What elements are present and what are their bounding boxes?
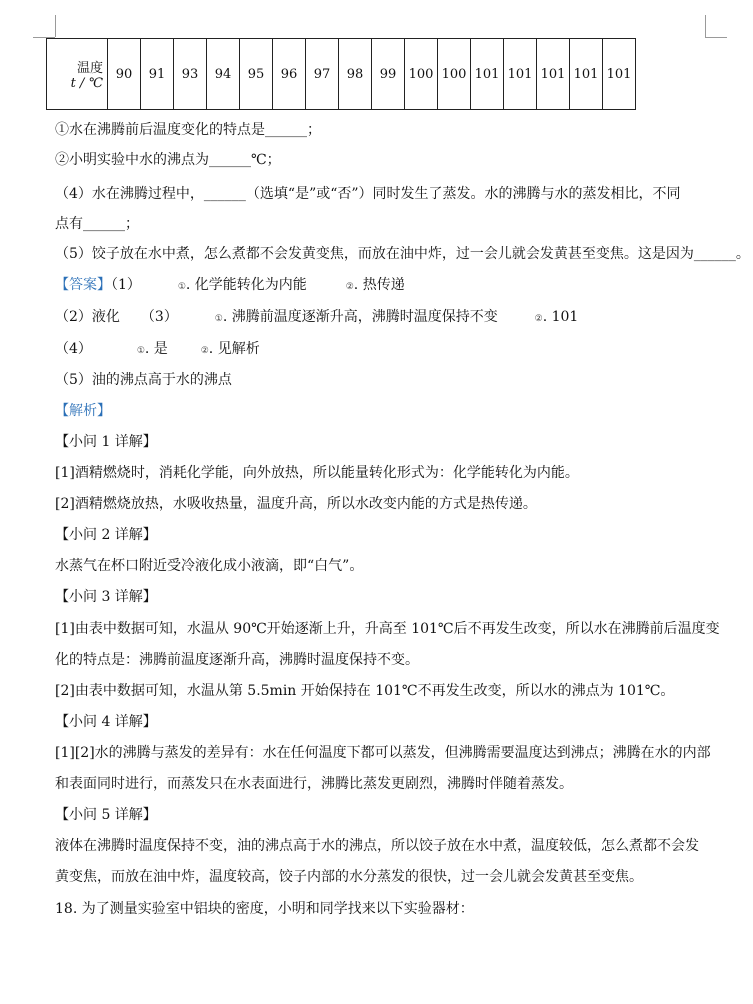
answer-line-2 xyxy=(55,307,578,329)
answer-text: . 见解析 xyxy=(208,341,260,357)
table-cell: 98 xyxy=(339,39,372,110)
table-cell: 101 xyxy=(471,39,504,110)
answer-text: . 101 xyxy=(542,309,579,325)
crop-mark xyxy=(705,37,727,38)
crop-mark xyxy=(705,15,706,37)
analysis-label: 【解析】 xyxy=(55,403,111,419)
circle-number: ② xyxy=(345,282,354,292)
text-line: （4）水在沸腾过程中，______（选填“是”或“否”）同时发生了蒸发。水的沸腾与水的蒸发相比，不同 xyxy=(55,186,681,202)
answer-line-3 xyxy=(55,339,260,361)
section-heading: 【小问 3 详解】 xyxy=(55,589,157,605)
table-row xyxy=(47,39,636,110)
answer-text: . 化学能转化为内能 xyxy=(185,277,307,293)
table-cell: 100 xyxy=(405,39,438,110)
answer-text: （2）液化 （3） xyxy=(55,309,178,325)
answer-prefix: （1） xyxy=(111,277,141,293)
table-cell: 97 xyxy=(306,39,339,110)
answer-line-1 xyxy=(55,275,405,297)
section-heading: 【小问 4 详解】 xyxy=(55,714,157,730)
circle-number: ① xyxy=(136,346,145,356)
text-line: 黄变焦，而放在油中炸，温度较高，饺子内部的水分蒸发的很快，过一会儿就会发黄甚至变焦。 xyxy=(55,869,643,885)
circle-number: ② xyxy=(534,314,543,324)
text-line: 化的特点是：沸腾前温度逐渐升高，沸腾时温度保持不变。 xyxy=(55,652,419,668)
circle-number: ② xyxy=(200,346,209,356)
text-line: 18. 为了测量实验室中铝块的密度，小明和同学找来以下实验器材： xyxy=(55,901,474,917)
text-line: （5）油的沸点高于水的沸点 xyxy=(55,372,232,388)
answer-label: 【答案】 xyxy=(55,277,111,293)
table-cell: 101 xyxy=(504,39,537,110)
answer-text: . 是 xyxy=(144,341,168,357)
text-line: 点有______； xyxy=(55,216,139,232)
table-header-cell xyxy=(47,39,108,110)
section-heading: 【小问 2 详解】 xyxy=(55,527,157,543)
answer-text: . 热传递 xyxy=(353,277,405,293)
table-cell: 101 xyxy=(603,39,636,110)
table-cell: 99 xyxy=(372,39,405,110)
text-line: [1]由表中数据可知，水温从 90℃开始逐渐上升，升高至 101℃后不再发生改变，所以水在沸腾前后温度变 xyxy=(55,621,720,637)
text-line: 液体在沸腾时温度保持不变，油的沸点高于水的沸点，所以饺子放在水中煮，温度较低，怎么煮都不会发 xyxy=(55,838,699,854)
crop-mark xyxy=(55,15,56,37)
text-line: [1][2]水的沸腾与蒸发的差异有：水在任何温度下都可以蒸发，但沸腾需要温度达到沸点；沸腾在水的内部 xyxy=(55,745,711,761)
circle-number: ① xyxy=(177,282,186,292)
text-line: [2]酒精燃烧放热，水吸收热量，温度升高，所以水改变内能的方式是热传递。 xyxy=(55,496,537,512)
text-line: ②小明实验中水的沸点为______℃； xyxy=(55,152,281,168)
table-cell: 95 xyxy=(240,39,273,110)
table-cell: 93 xyxy=(174,39,207,110)
circle-number: ① xyxy=(214,314,223,324)
text-line: [1]酒精燃烧时，消耗化学能，向外放热，所以能量转化形式为：化学能转化为内能。 xyxy=(55,465,579,481)
text-line: ①水在沸腾前后温度变化的特点是______； xyxy=(55,122,321,138)
answer-text: （4） xyxy=(55,341,92,357)
text-line: [2]由表中数据可知，水温从第 5.5min 开始保持在 101℃不再发生改变，所以水的沸点为 101℃。 xyxy=(55,683,675,699)
header-unit: t / ℃ xyxy=(70,76,103,91)
table-cell: 91 xyxy=(141,39,174,110)
table-cell: 90 xyxy=(108,39,141,110)
table-cell: 101 xyxy=(570,39,603,110)
header-label: 温度 xyxy=(76,61,103,76)
temperature-table xyxy=(46,38,636,110)
answer-text: . 沸腾前温度逐渐升高，沸腾时温度保持不变 xyxy=(222,309,498,325)
table-cell: 101 xyxy=(537,39,570,110)
section-heading: 【小问 5 详解】 xyxy=(55,807,157,823)
table-cell: 94 xyxy=(207,39,240,110)
table-cell: 100 xyxy=(438,39,471,110)
section-heading: 【小问 1 详解】 xyxy=(55,434,157,450)
text-line: 和表面同时进行，而蒸发只在水表面进行，沸腾比蒸发更剧烈，沸腾时伴随着蒸发。 xyxy=(55,776,573,792)
table-cell: 96 xyxy=(273,39,306,110)
text-line: 水蒸气在杯口附近受冷液化成小液滴，即“白气”。 xyxy=(55,558,364,574)
text-line: （5）饺子放在水中煮，怎么煮都不会发黄变焦，而放在油中炸，过一会儿就会发黄甚至变焦。这是因为______。 xyxy=(55,246,750,262)
